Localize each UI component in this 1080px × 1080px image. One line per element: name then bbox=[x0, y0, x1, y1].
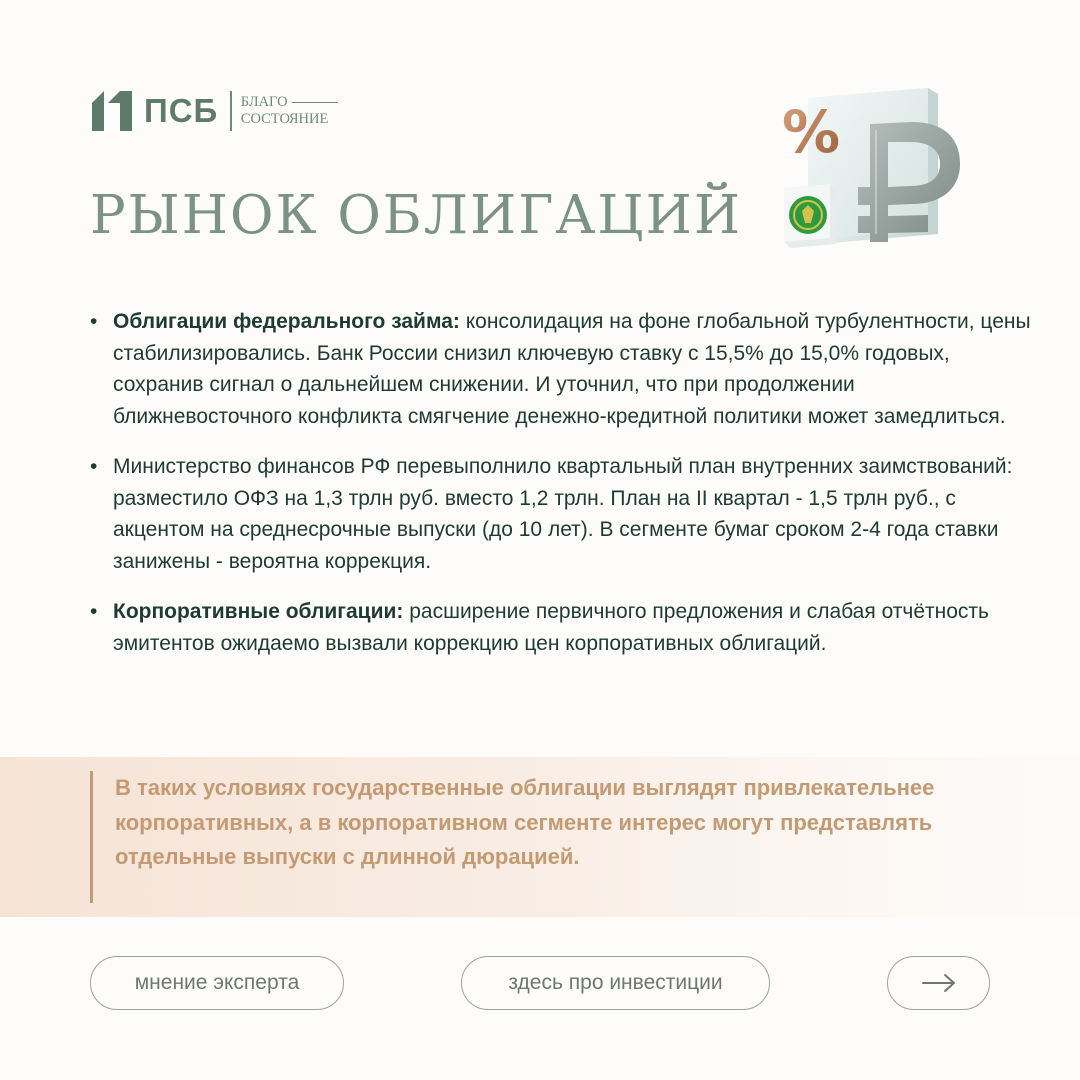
brand-logo bbox=[90, 88, 338, 134]
brand-tagline-line1: БЛАГО bbox=[240, 94, 288, 110]
list-item-heading: Облигации федерального займа: bbox=[113, 310, 460, 333]
list-item bbox=[90, 451, 1035, 577]
investments-button[interactable]: здесь про инвестиции bbox=[461, 956, 770, 1010]
list-item-text: расширение первичного предложения и слабая отчётность эмитентов ожидаемо вызвали коррекцию цен корпоративных облигаций. bbox=[113, 600, 989, 655]
brand-divider bbox=[230, 91, 232, 131]
list-item-text: Министерство финансов РФ перевыполнило квартальный план внутренних заимствований: разместило ОФЗ на 1,3 трлн руб. вместо 1,2 трлн. План на II квартал - 1,5 трлн руб., с акцентом на среднесрочные выпуски (до 10 лет). В сегменте бумаг сроком 2-4 года ставки занижены - вероятна коррекция. bbox=[113, 455, 1013, 573]
list-item-heading: Корпоративные облигации: bbox=[113, 600, 404, 623]
callout-text: В таких условиях государственные облигации выглядят привлекательнее корпоративных, а в корпоративном сегменте интерес могут представлять отдельные выпуски с длинной дюрацией. bbox=[115, 775, 935, 869]
list-item bbox=[90, 306, 1035, 432]
callout-accent-bar bbox=[90, 771, 93, 903]
brand-tagline bbox=[241, 94, 338, 128]
bullet-dot-icon: • bbox=[90, 310, 98, 333]
expert-opinion-button[interactable]: мнение эксперта bbox=[90, 956, 344, 1010]
brand-tagline-line2: СОСТОЯНИЕ bbox=[240, 111, 329, 127]
bullet-dot-icon: • bbox=[90, 455, 98, 478]
page-title: РЫНОК ОБЛИГАЦИЙ bbox=[90, 185, 743, 246]
conclusion-callout bbox=[0, 757, 1080, 917]
brand-name: ПСБ bbox=[144, 92, 219, 129]
bullet-dot-icon: • bbox=[90, 600, 98, 623]
ruble-percent-illustration bbox=[778, 84, 974, 248]
arrow-right-icon bbox=[921, 973, 957, 993]
svg-text:%: % bbox=[782, 98, 841, 166]
psb-logo-icon bbox=[90, 89, 134, 133]
list-item-text: консолидация на фоне глобальной турбулентности, цены стабилизировались. Банк России снизил ключевую ставку с 15,5% до 15,0% годовых, сохранив сигнал о дальнейшем снижении. И уточнил, что при продолжении ближневосточного конфликта смягчение денежно-кредитной политики может замедлиться. bbox=[113, 310, 1031, 428]
central-bank-emblem-icon bbox=[784, 184, 836, 248]
percent-icon bbox=[782, 98, 840, 166]
bond-market-bullets bbox=[90, 306, 1035, 678]
next-slide-button[interactable] bbox=[887, 956, 990, 1010]
list-item bbox=[90, 596, 1035, 659]
